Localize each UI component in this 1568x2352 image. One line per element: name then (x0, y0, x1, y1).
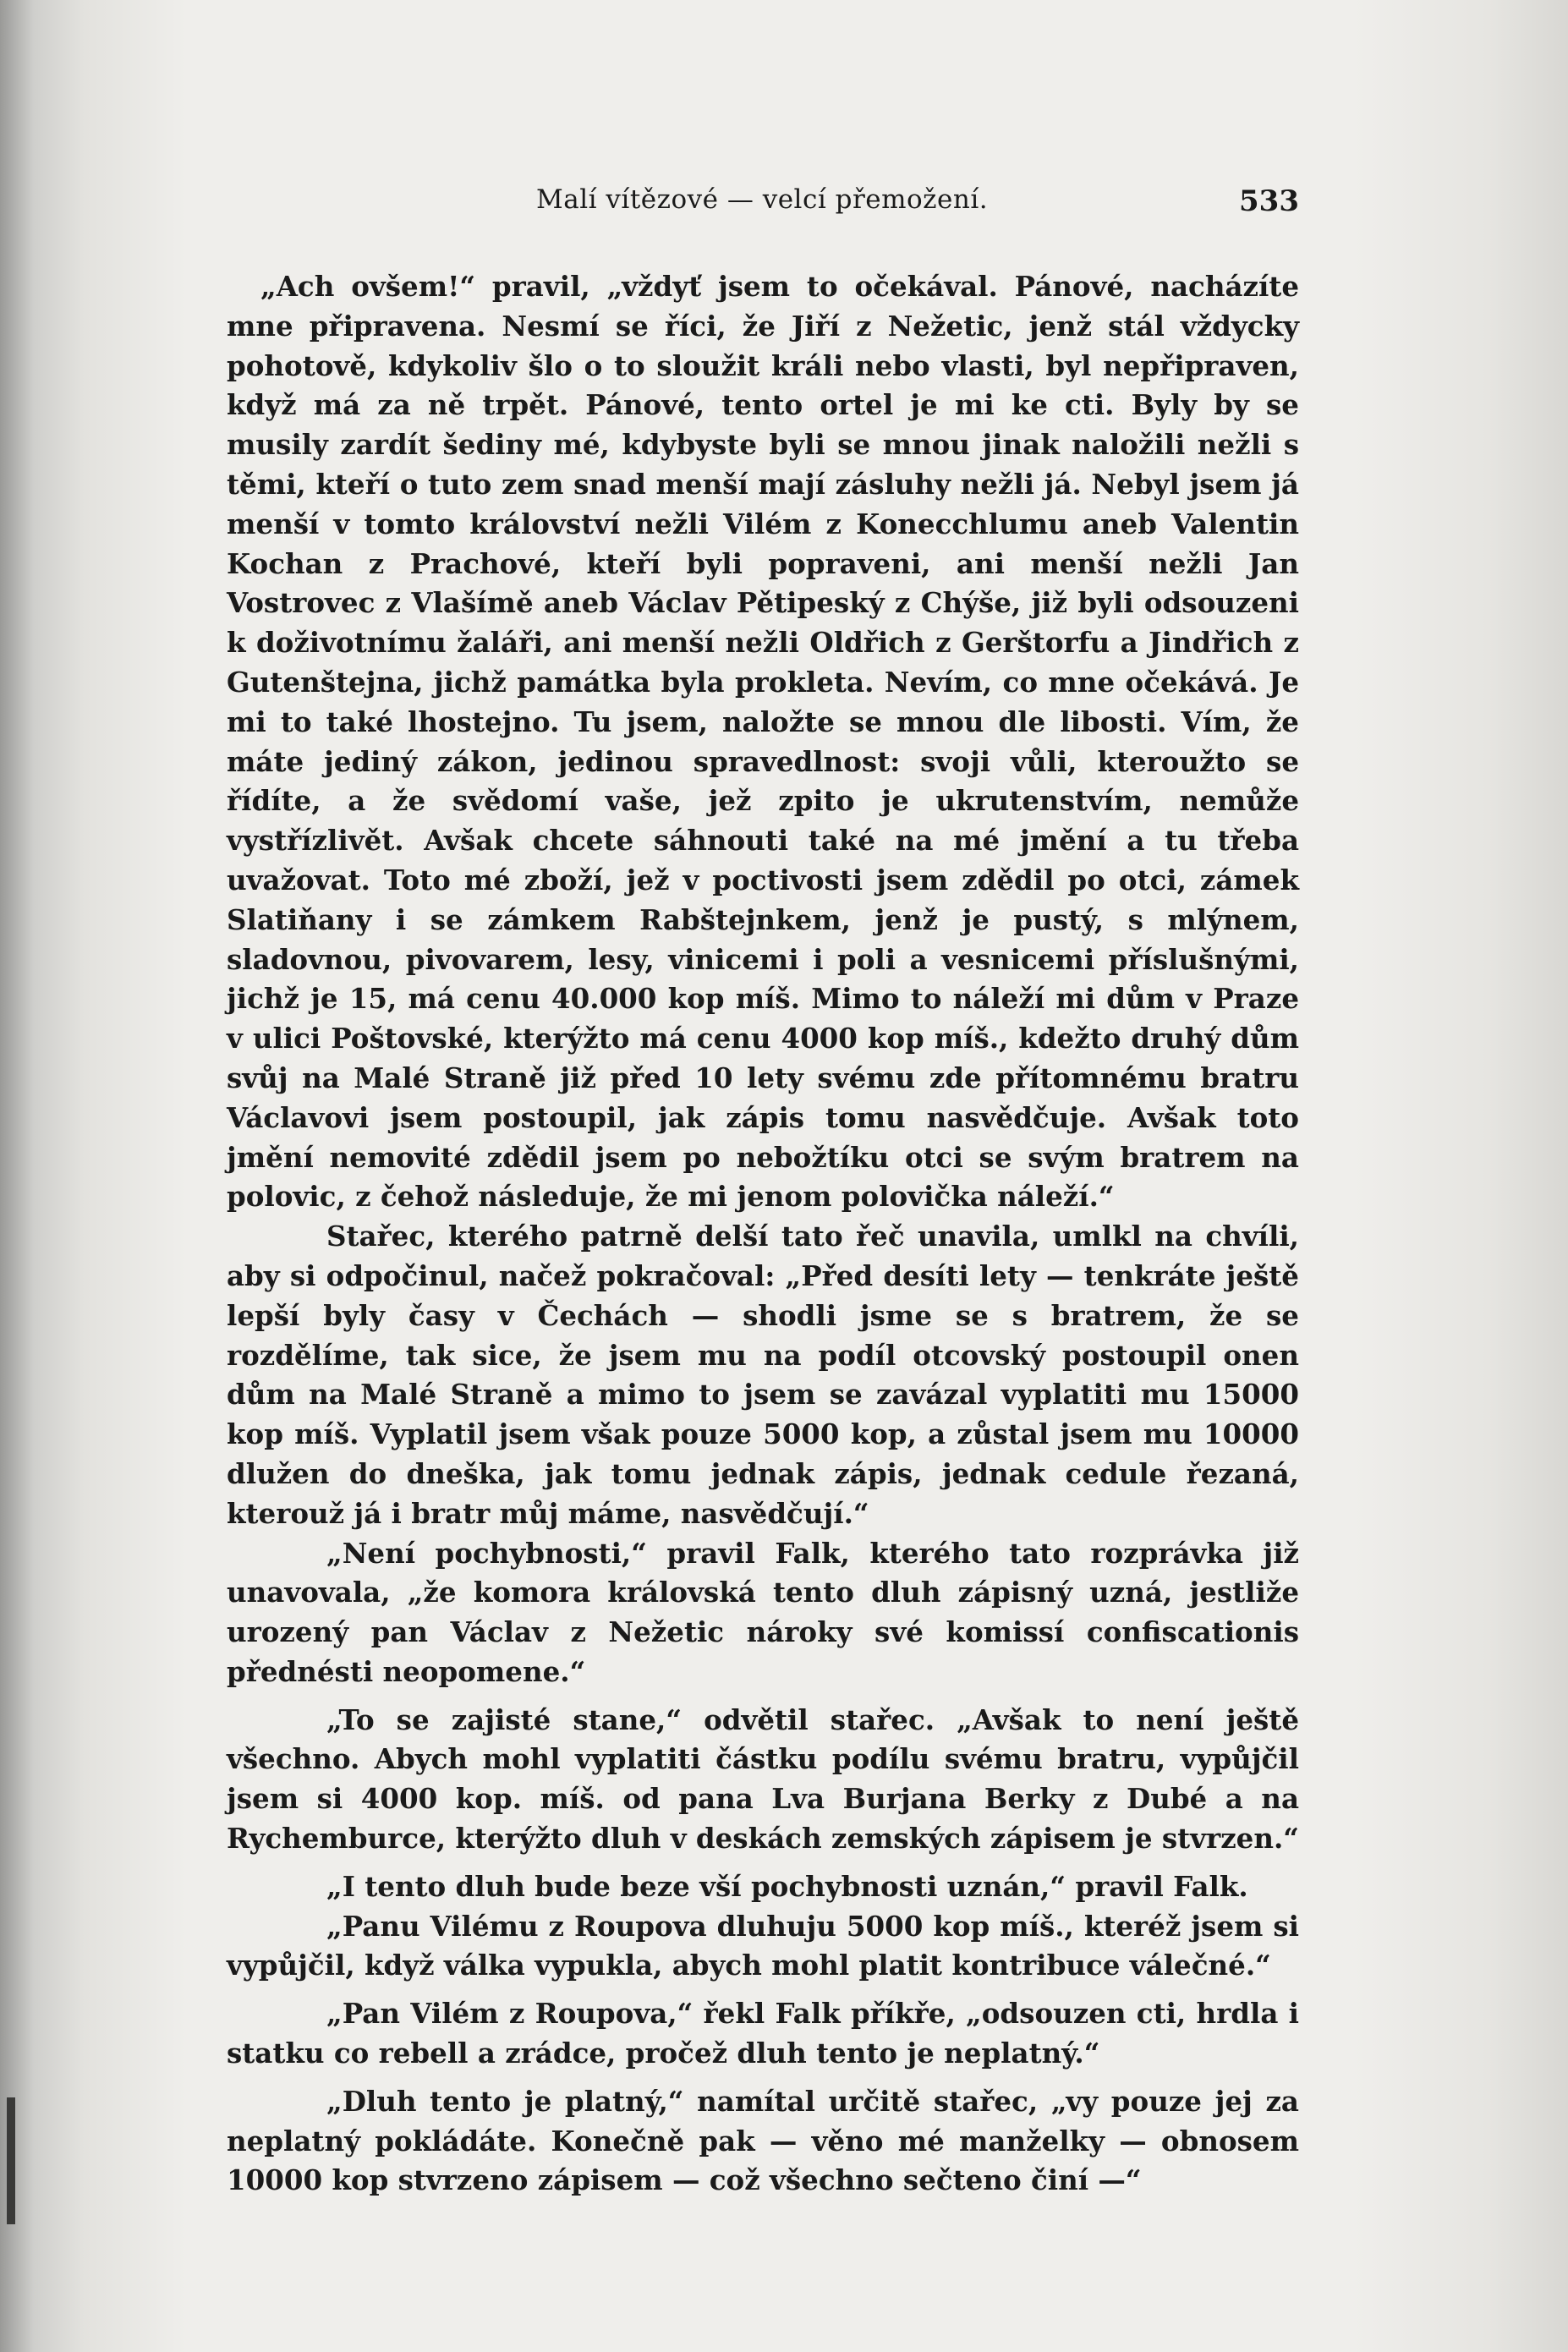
paragraph-narration: Stařec, kterého patrně delší tato řeč unavila, umlkl na chvíli, aby si odpočinul, načež pokračoval: „Před desíti lety — tenkráte ještě lepší byly časy v Čechách — shodli jsme se s bratrem, že se rozdělíme, tak sice, že jsem mu na podíl otcovský postoupil onen dům na Malé Straně a mimo to jsem se zavázal vyplatiti mu 15000 kop míš. Vyplatil jsem však pouze 5000 kop, a zůstal jsem mu 10000 dlužen do dneška, jak tomu jednak zápis, jednak cedule řezaná, kterouž já i bratr můj máme, nasvědčují.“ (227, 1220, 1299, 1530)
page-header (227, 184, 1299, 235)
paragraph-roupov-debt: „Panu Vilému z Roupova dluhuju 5000 kop míš., kteréž jsem si vypůjčil, když válka vypukla, abych mohl platit kontribuce válečné.“ (227, 1909, 1299, 1982)
paragraph-falk-reply: „Není pochybnosti,“ pravil Falk, kterého tato rozprávka již unavovala, „že komora královská tento dluh zápisný uzná, jestliže urozený pan Václav z Nežetic nároky své komissí confiscationis přednésti neopomene.“ (227, 1536, 1299, 1688)
body-text (227, 267, 1299, 2201)
page-edge-mark (7, 2097, 15, 2224)
page-number: 533 (1239, 184, 1299, 218)
paragraph-falk-harsh: „Pan Vilém z Roupova,“ řekl Falk příkře, „odsouzen cti, hrdla i statku co rebell a zrádce, pročež dluh tento je neplatný.“ (227, 1997, 1299, 2070)
paragraph-final: „Dluh tento je platný,“ namítal určitě stařec, „vy pouze jej za neplatný pokládáte. Konečně pak — věno mé manželky — obnosem 10000 kop stvrzeno zápisem — což všechno sečteno činí —“ (227, 2084, 1299, 2197)
paragraph-old-man-reply: „To se zajisté stane,“ odvětil stařec. „Avšak to není ještě všechno. Abych mohl vyplatiti částku podílu svému bratru, vypůjčil jsem si 4000 kop. míš. od pana Lva Burjana Berky z Dubé a na Rychemburce, kterýžto dluh v deskách zemských zápisem je stvrzen.“ (227, 1702, 1299, 1856)
paragraph-falk-short: „I tento dluh bude beze vší pochybnosti uznán,“ pravil Falk. (326, 1869, 1248, 1903)
running-head: Malí vítězové — velcí přemožení. (536, 184, 989, 215)
paragraph-speech-jiri: „Ach ovšem!“ pravil, „vždyť jsem to očekával. Pánové, nacházíte mne připravena. Nesmí se říci, že Jiří z Nežetic, jenž stál vždycky pohotově, kdykoliv šlo o to sloužit králi nebo vlasti, byl nepřipraven, když má za ně trpět. Pánové, tento ortel je mi ke cti. Byly by se musily zardít šediny mé, kdybyste byli se mnou jinak naložili nežli s těmi, kteří o tuto zem snad menší mají zásluhy nežli já. Nebyl jsem já menší v tomto království nežli Vilém z Konecchlumu aneb Valentin Kochan z Prachové, kteří byli popraveni, ani menší nežli Jan Vostrovec z Vlašímě aneb Václav Pětipeský z Chýše, již byli odsouzeni k doživotnímu žaláři, ani menší nežli Oldřich z Gerštorfu a Jindřich z Gutenštejna, jichž památka byla prokleta. Nevím, co mne očekává. Je mi to také lhostejno. Tu jsem, naložte se mnou dle libosti. Vím, že máte jediný zákon, jedinou spravedlnost: svoji vůli, kteroužto se řídíte, a že svědomí vaše, jež zpito je ukrutenstvím, nemůže vystřízlivět. Avšak chcete sáhnouti také na mé jmění a tu třeba uvažovat. Toto mé zboží, jež v poctivosti jsem zdědil po otci, zámek Slatiňany i se zámkem Rabštejnkem, jenž je pustý, s mlýnem, sladovnou, pivovarem, lesy, vinicemi i poli a vesnicemi příslušnými, jichž je 15, má cenu 40.000 kop míš. Mimo to náleží mi dům v Praze v ulici Poštovské, kterýžto má cenu 4000 kop míš., kdežto druhý dům svůj na Malé Straně již před 10 lety svému zde přítomnému bratru Václavovi jsem postoupil, jak zápis tomu nasvědčuje. Avšak toto jmění nemovité zdědil jsem po nebožtíku otci se svým bratrem na polovic, z čehož následuje, že mi jenom polovička náleží.“ (227, 270, 1299, 1214)
